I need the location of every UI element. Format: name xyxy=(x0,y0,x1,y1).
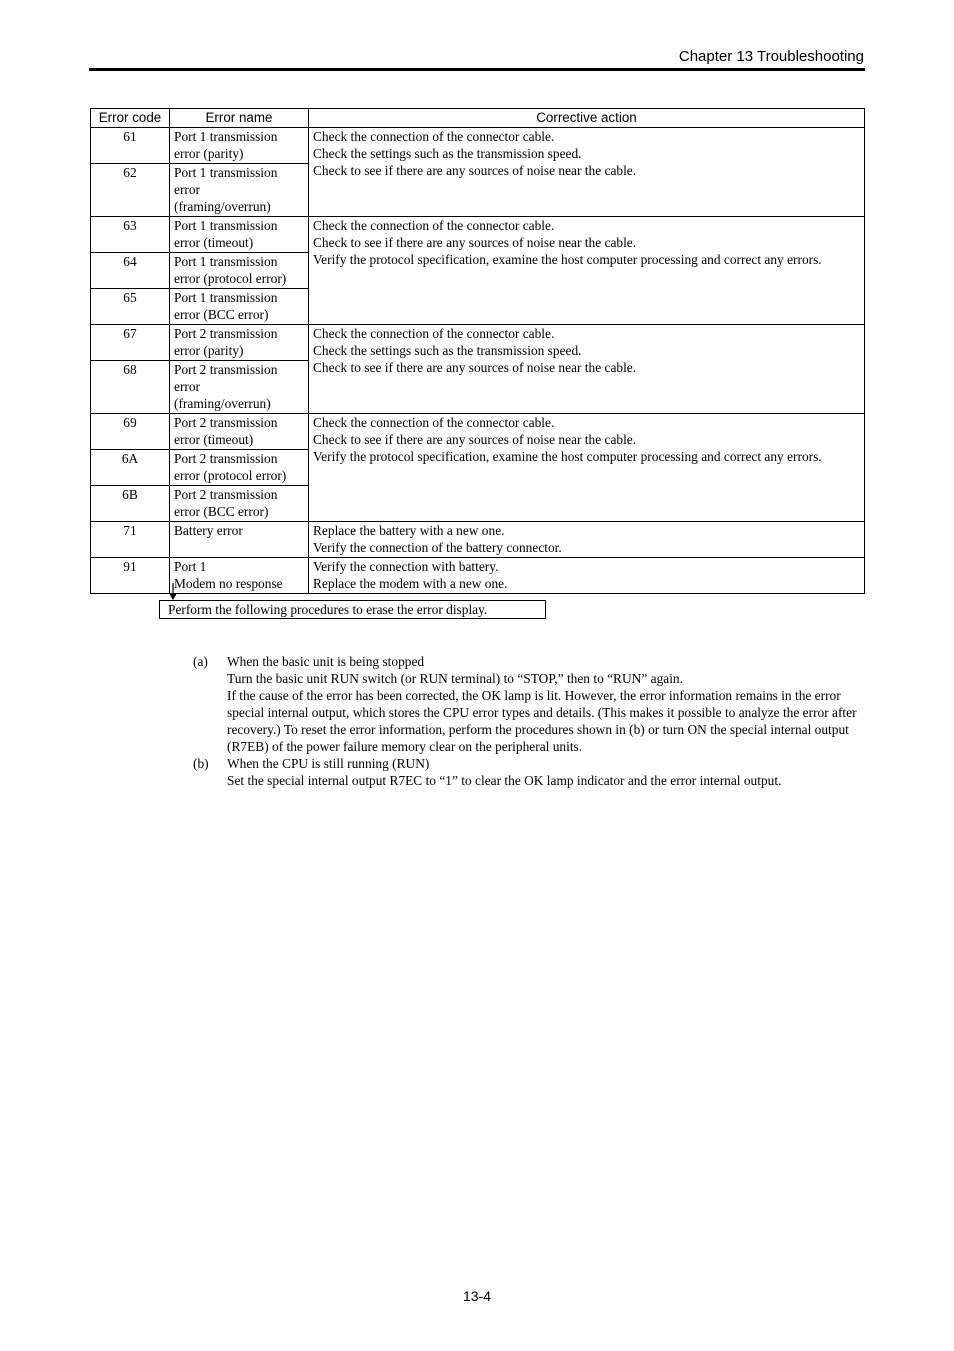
error-code-cell: 6B xyxy=(91,486,170,522)
error-name-cell: Port 2 transmission error (parity) xyxy=(170,325,309,361)
error-name-cell: Port 2 transmission error (protocol error) xyxy=(170,450,309,486)
table-row xyxy=(91,128,865,164)
chapter-title: Chapter 13 Troubleshooting xyxy=(678,48,864,65)
table-row xyxy=(91,558,865,594)
error-name-cell: Battery error xyxy=(170,522,309,558)
corrective-action-cell: Check the connection of the connector cable. Check to see if there are any sources of noise near the cable. Verify the protocol specification, examine the host computer processing and correct any errors. xyxy=(309,414,865,522)
procedure-text: When the basic unit is being stopped Turn the basic unit RUN switch (or RUN terminal) to “STOP,” then to “RUN” again. If the cause of the error has been corrected, the OK lamp is lit. However, the error information remains in the error special internal output, which stores the CPU error types and details. (This makes it possible to analyze the error after recovery.) To reset the error information, perform the procedures shown in (b) or turn ON the special internal output (R7EB) of the power failure memory clear on the peripheral units. xyxy=(227,654,857,754)
error-code-cell: 67 xyxy=(91,325,170,361)
error-code-cell: 64 xyxy=(91,253,170,289)
error-code-cell: 63 xyxy=(91,217,170,253)
corrective-action-cell: Check the connection of the connector cable. Check the settings such as the transmission speed. Check to see if there are any sources of noise near the cable. xyxy=(309,128,865,217)
error-code-cell: 71 xyxy=(91,522,170,558)
column-header-error-code: Error code xyxy=(91,109,170,128)
page-number: 13-4 xyxy=(462,1288,492,1304)
error-code-cell: 6A xyxy=(91,450,170,486)
error-code-table xyxy=(90,108,865,594)
error-name-cell: Port 1 transmission error (framing/overrun) xyxy=(170,164,309,217)
procedure-label: (b) xyxy=(193,756,209,771)
error-code-cell: 61 xyxy=(91,128,170,164)
corrective-action-cell: Check the connection of the connector cable. Check to see if there are any sources of noise near the cable. Verify the protocol specification, examine the host computer processing and correct any errors. xyxy=(309,217,865,325)
error-name-cell: Port 1 transmission error (protocol error) xyxy=(170,253,309,289)
error-name-cell: Port 1 Modem no response xyxy=(170,558,309,594)
error-name-cell: Port 2 transmission error (timeout) xyxy=(170,414,309,450)
procedure-a xyxy=(193,653,863,755)
error-name-cell: Port 2 transmission error (BCC error) xyxy=(170,486,309,522)
column-header-error-name: Error name xyxy=(170,109,309,128)
error-name-cell: Port 1 transmission error (BCC error) xyxy=(170,289,309,325)
error-code-cell: 62 xyxy=(91,164,170,217)
procedure-text: When the CPU is still running (RUN) Set the special internal output R7EC to “1” to clear the OK lamp indicator and the error internal output. xyxy=(227,756,782,788)
error-code-cell: 68 xyxy=(91,361,170,414)
error-name-cell: Port 1 transmission error (timeout) xyxy=(170,217,309,253)
corrective-action-cell: Check the connection of the connector cable. Check the settings such as the transmission speed. Check to see if there are any sources of noise near the cable. xyxy=(309,325,865,414)
error-code-cell: 69 xyxy=(91,414,170,450)
table-row xyxy=(91,325,865,361)
table-row xyxy=(91,522,865,558)
error-name-cell: Port 2 transmission error (framing/overrun) xyxy=(170,361,309,414)
column-header-corrective-action: Corrective action xyxy=(309,109,865,128)
table-row xyxy=(91,414,865,450)
error-code-cell: 65 xyxy=(91,289,170,325)
table-header-row xyxy=(91,109,865,128)
header-rule xyxy=(89,68,865,71)
table-row xyxy=(91,217,865,253)
error-code-cell: 91 xyxy=(91,558,170,594)
error-name-cell: Port 1 transmission error (parity) xyxy=(170,128,309,164)
corrective-action-cell: Replace the battery with a new one. Verify the connection of the battery connector. xyxy=(309,522,865,558)
erase-error-note: Perform the following procedures to erase the error display. xyxy=(159,600,546,619)
down-arrow-icon xyxy=(167,583,179,601)
procedure-list xyxy=(193,653,863,789)
corrective-action-cell: Verify the connection with battery. Replace the modem with a new one. xyxy=(309,558,865,594)
procedure-b xyxy=(193,755,863,789)
procedure-label: (a) xyxy=(193,654,208,669)
